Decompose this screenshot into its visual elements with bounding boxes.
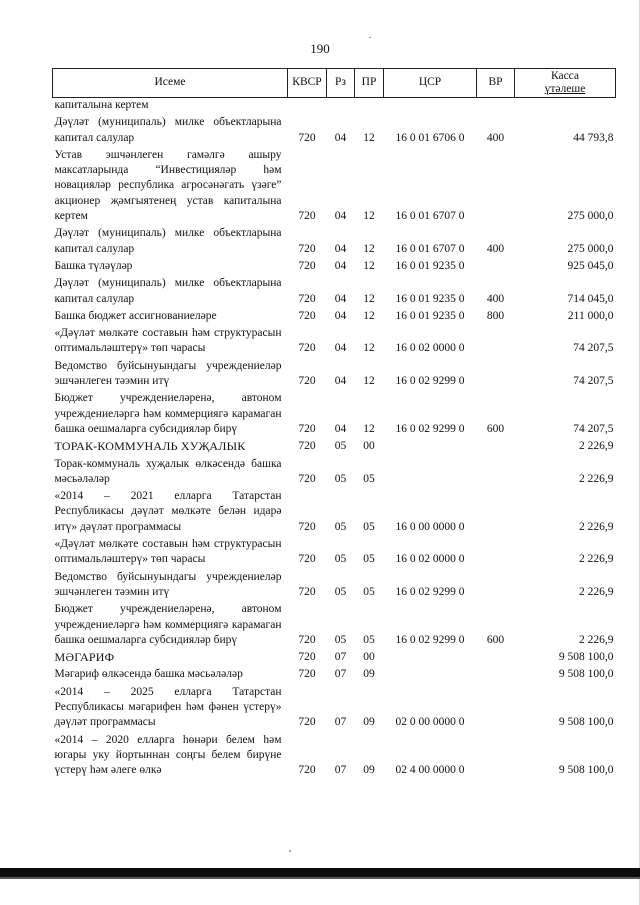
cell-pr: 05 <box>363 633 375 646</box>
cell-rz: 07 <box>334 716 347 729</box>
cell-name: Башка бюджет ассигнованиеләре <box>54 309 217 322</box>
cell-csr: 16 0 00 0000 0 <box>395 520 465 533</box>
table-row <box>53 602 616 650</box>
cell-kvsr: 720 <box>298 342 316 355</box>
table-header <box>53 69 616 98</box>
cell-kvsr: 720 <box>298 259 316 272</box>
cell-vr <box>477 148 515 226</box>
cell-vr <box>477 537 515 570</box>
cell-name: «2014 – 2020 елларга һөнәри белем һәм югары уку йортыннан соңгы белем бирүне үстерү һәм әлеге өлкә <box>54 733 282 777</box>
table-row <box>53 309 616 326</box>
cell-pr: 12 <box>363 309 375 322</box>
cell-rz: 07 <box>334 651 347 664</box>
table-row <box>53 115 616 148</box>
cell-vr <box>477 326 515 359</box>
scan-speck <box>369 37 371 38</box>
cell-vr: 600 <box>486 422 505 435</box>
cell-csr <box>384 457 477 490</box>
cell-vr <box>477 489 515 537</box>
cell-csr: 16 0 01 9235 0 <box>395 292 465 305</box>
cell-name: «Дәүләт мөлкәте составын һәм структурасын оптимальләштерү» төп чарасы <box>54 538 282 566</box>
cell-kvsr: 720 <box>298 633 316 646</box>
cell-name: Ведомство буйсынуындагы учреждениеләр эшчәнлеген тәэмин итү <box>54 570 282 598</box>
budget-table <box>52 68 616 780</box>
cell-vr: 600 <box>486 633 505 646</box>
cell-csr: 16 0 02 9299 0 <box>395 633 465 646</box>
cell-vr <box>477 457 515 490</box>
cell-amount: 2 226,9 <box>579 633 614 646</box>
cell-amount: 9 508 100,0 <box>558 651 614 664</box>
table-row <box>53 359 616 392</box>
cell-name: Торак-коммуналь хуҗалык өлкәсендә башка мәсьәләләр <box>54 457 282 485</box>
cell-kvsr: 720 <box>298 668 316 681</box>
cell-rz <box>327 98 355 116</box>
table-row <box>53 733 616 781</box>
cell-name: Ведомство буйсынуындагы учреждениеләр эшчәнлеген тәэмин итү <box>54 359 282 388</box>
scan-bottom-bar <box>0 868 640 877</box>
cell-name: «Дәүләт мөлкәте составын һәм структурасын оптимальләштерү» төп чарасы <box>54 327 282 355</box>
cell-csr <box>384 98 477 116</box>
cell-kvsr: 720 <box>298 553 316 566</box>
cell-vr <box>477 439 515 456</box>
table-row <box>53 667 616 684</box>
cell-name: капиталына кертем <box>54 99 149 111</box>
cell-kvsr: 720 <box>298 440 316 453</box>
table-row <box>53 457 616 490</box>
cell-pr: 12 <box>363 242 375 255</box>
table-row <box>53 326 616 359</box>
cell-vr <box>477 685 515 733</box>
header-kassa <box>515 69 616 98</box>
cell-pr: 12 <box>363 131 375 144</box>
cell-vr <box>477 733 515 781</box>
cell-vr <box>477 98 515 116</box>
cell-vr <box>477 359 515 392</box>
cell-pr: 12 <box>363 210 375 223</box>
cell-csr: 16 0 01 6707 0 <box>395 210 465 223</box>
cell-amount <box>515 98 616 116</box>
cell-vr <box>477 570 515 603</box>
cell-pr: 12 <box>363 422 375 435</box>
table-row <box>53 391 616 439</box>
cell-pr: 05 <box>363 472 375 485</box>
cell-amount: 211 000,0 <box>567 309 614 322</box>
table-section-row <box>53 439 616 456</box>
cell-pr: 12 <box>363 342 375 355</box>
cell-vr: 400 <box>486 131 505 144</box>
cell-rz: 04 <box>334 131 347 144</box>
cell-csr: 16 0 01 6706 0 <box>395 131 465 144</box>
cell-name: Бюджет учреждениеләренә, автоном учреждениеләргә һәм коммерциягә карамаган башка оешмаларга субсидияләр бирү <box>54 603 282 646</box>
cell-name: Мәгариф өлкәсендә башка мәсьәләләр <box>54 668 243 681</box>
cell-rz: 05 <box>334 633 347 646</box>
table-row <box>53 570 616 603</box>
table-row <box>53 259 616 276</box>
cell-kvsr: 720 <box>298 210 316 223</box>
cell-pr: 05 <box>363 520 375 533</box>
table-row <box>53 148 616 226</box>
cell-csr: 16 0 01 9235 0 <box>395 259 465 272</box>
cell-csr: 02 0 00 0000 0 <box>395 716 465 729</box>
cell-name: Бюджет учреждениеләренә, автоном учреждениеләргә һәм коммерциягә карамаган башка оешмаларга субсидияләр бирү <box>54 392 282 435</box>
cell-amount: 74 207,5 <box>573 422 614 435</box>
header-kassa-line2: үтәлеше <box>544 83 586 95</box>
cell-name: Башка түләүләр <box>54 259 133 272</box>
table-row <box>53 98 616 116</box>
header-vr: ВР <box>477 69 515 98</box>
cell-amount: 925 045,0 <box>567 259 614 272</box>
cell-csr <box>384 650 477 667</box>
cell-rz: 04 <box>334 309 347 322</box>
cell-csr: 16 0 02 0000 0 <box>395 553 465 566</box>
cell-pr: 12 <box>363 375 375 388</box>
cell-amount: 2 226,9 <box>579 472 614 485</box>
table-section-row <box>53 650 616 667</box>
cell-name: МӘГАРИФ <box>54 650 115 665</box>
cell-rz: 05 <box>334 585 347 598</box>
cell-amount: 9 508 100,0 <box>558 668 614 681</box>
cell-kvsr: 720 <box>298 131 316 144</box>
cell-pr: 12 <box>363 292 375 305</box>
cell-kvsr: 720 <box>298 651 316 664</box>
cell-pr: 09 <box>363 716 375 729</box>
header-kassa-line1: Касса <box>550 70 580 82</box>
cell-csr: 16 0 02 9299 0 <box>395 375 465 388</box>
cell-name: «2014 – 2025 елларга Татарстан Республикасы мәгарифен һәм фәнен үстерү» дәүләт программасы <box>54 685 282 729</box>
cell-csr: 16 0 02 9299 0 <box>395 585 465 598</box>
cell-rz: 04 <box>334 292 347 305</box>
header-kvsr: КВСР <box>288 69 327 98</box>
cell-amount: 275 000,0 <box>567 242 614 255</box>
cell-rz: 04 <box>334 342 347 355</box>
cell-csr <box>384 439 477 456</box>
table-body <box>53 98 616 781</box>
scan-speck <box>289 850 291 852</box>
table-row <box>53 276 616 309</box>
cell-pr: 00 <box>363 651 375 664</box>
cell-kvsr: 720 <box>298 520 316 533</box>
scan-bottom-shadow <box>0 877 640 879</box>
cell-amount: 2 226,9 <box>579 520 614 533</box>
cell-rz: 04 <box>334 375 347 388</box>
cell-name: Дәүләт (муниципаль) милке объектларына капитал салулар <box>54 277 282 305</box>
header-csr: ЦСР <box>384 69 477 98</box>
cell-csr: 16 0 01 6707 0 <box>395 242 465 255</box>
cell-amount: 2 226,9 <box>579 440 614 453</box>
table-row <box>53 226 616 259</box>
cell-rz: 05 <box>334 440 347 453</box>
cell-pr: 05 <box>363 553 375 566</box>
cell-kvsr: 720 <box>298 764 316 777</box>
cell-name: Дәүләт (муниципаль) милке объектларына капитал салулар <box>54 116 282 144</box>
table-row <box>53 489 616 537</box>
header-pr: ПР <box>355 69 384 98</box>
cell-rz: 04 <box>334 422 347 435</box>
cell-vr: 800 <box>486 309 505 322</box>
cell-amount: 2 226,9 <box>579 585 614 598</box>
cell-amount: 9 508 100,0 <box>558 764 614 777</box>
cell-kvsr: 720 <box>298 375 316 388</box>
cell-rz: 05 <box>334 520 347 533</box>
cell-kvsr: 720 <box>298 716 316 729</box>
cell-csr: 02 4 00 0000 0 <box>395 764 465 777</box>
cell-amount: 2 226,9 <box>579 553 614 566</box>
cell-rz: 05 <box>334 472 347 485</box>
cell-amount: 44 793,8 <box>573 131 614 144</box>
cell-name: «2014 – 2021 елларга Татарстан Республикасы дәүләт мөлкәте белән идарә итү» дәүләт программасы <box>54 490 282 533</box>
cell-vr <box>477 650 515 667</box>
cell-amount: 9 508 100,0 <box>558 716 614 729</box>
cell-amount: 275 000,0 <box>567 210 614 223</box>
cell-kvsr: 720 <box>298 242 316 255</box>
cell-csr: 16 0 02 9299 0 <box>395 422 465 435</box>
cell-amount: 714 045,0 <box>567 292 614 305</box>
cell-name: Устав эшчәнлеген гамәлгә ашыру максатларында “Инвестицияләр һәм новацияләр республика агросәнәгать үзәге” акционер җәмгыятенең устав капиталына кертем <box>54 148 282 223</box>
cell-kvsr: 720 <box>298 585 316 598</box>
cell-vr <box>477 259 515 276</box>
cell-csr <box>384 667 477 684</box>
cell-csr: 16 0 02 0000 0 <box>395 342 465 355</box>
cell-vr <box>477 667 515 684</box>
cell-amount: 74 207,5 <box>573 375 614 388</box>
cell-csr: 16 0 01 9235 0 <box>395 309 465 322</box>
cell-vr: 400 <box>486 242 505 255</box>
header-name: Исеме <box>53 69 288 98</box>
cell-rz: 04 <box>334 210 347 223</box>
cell-pr: 09 <box>363 764 375 777</box>
cell-kvsr: 720 <box>298 309 316 322</box>
table-row <box>53 685 616 733</box>
cell-name: ТОРАК-КОММУНАЛЬ ХУҖАЛЫК <box>54 439 246 454</box>
cell-pr: 00 <box>363 440 375 453</box>
header-rz: Рз <box>327 69 355 98</box>
cell-pr: 09 <box>363 668 375 681</box>
cell-pr: 05 <box>363 585 375 598</box>
cell-pr <box>355 98 384 116</box>
page-number: 190 <box>310 41 330 56</box>
cell-rz: 04 <box>334 242 347 255</box>
cell-name: Дәүләт (муниципаль) милке объектларына капитал салулар <box>54 227 282 255</box>
cell-kvsr: 720 <box>298 292 316 305</box>
cell-rz: 07 <box>334 764 347 777</box>
cell-rz: 07 <box>334 668 347 681</box>
table-row <box>53 537 616 570</box>
cell-kvsr: 720 <box>298 422 316 435</box>
cell-kvsr <box>288 98 327 116</box>
cell-rz: 04 <box>334 259 347 272</box>
cell-kvsr: 720 <box>298 472 316 485</box>
cell-rz: 05 <box>334 553 347 566</box>
cell-amount: 74 207,5 <box>573 342 614 355</box>
cell-pr: 12 <box>363 259 375 272</box>
cell-vr: 400 <box>486 292 505 305</box>
